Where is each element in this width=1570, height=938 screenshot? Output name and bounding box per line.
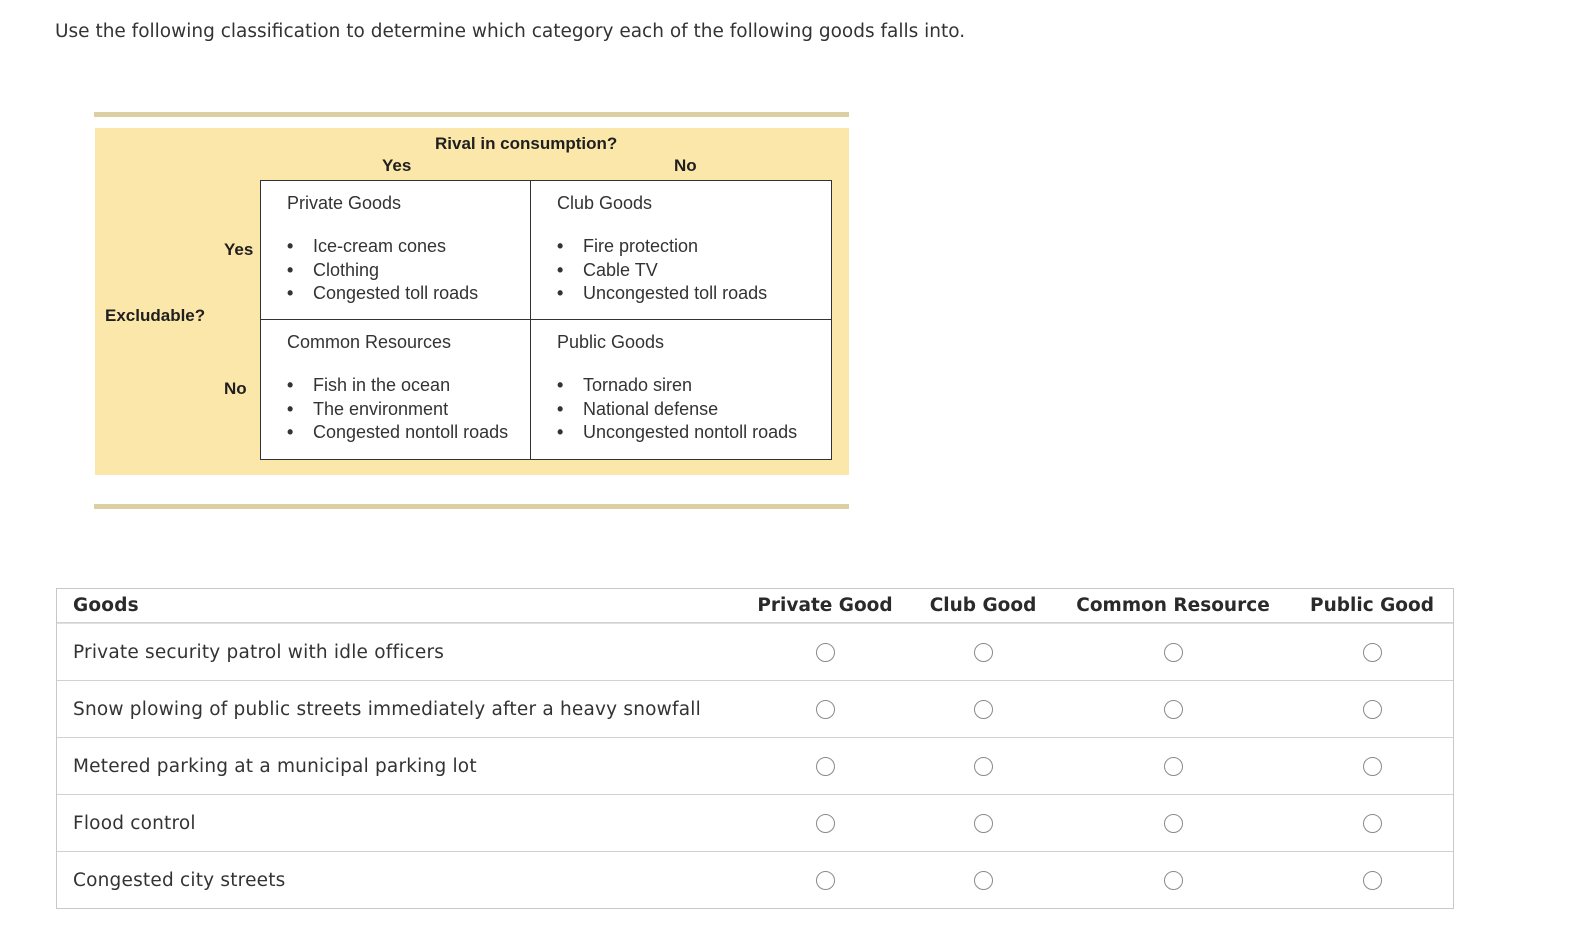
public-good-radio[interactable] <box>1363 757 1382 776</box>
goods-label: Metered parking at a municipal parking lot <box>73 755 477 777</box>
private-good-radio[interactable] <box>816 700 835 719</box>
goods-label: Private security patrol with idle officers <box>73 641 445 663</box>
club-goods-cell <box>531 181 831 320</box>
bullet-icon: • <box>557 259 564 280</box>
common-resource-radio[interactable] <box>1164 757 1183 776</box>
common-resource-radio[interactable] <box>1164 700 1183 719</box>
cell-list <box>557 235 767 306</box>
excludable-no-label: No <box>224 379 247 398</box>
list-item: • Uncongested nontoll roads <box>557 421 797 445</box>
club-good-column-header: Club Good <box>929 595 1037 616</box>
list-item: • Congested toll roads <box>287 282 478 306</box>
rival-yes-label: Yes <box>382 156 412 175</box>
bullet-icon: • <box>287 375 294 395</box>
table-row <box>57 680 1453 737</box>
cell-title: Public Goods <box>557 332 665 352</box>
goods-label: Congested city streets <box>73 869 286 891</box>
goods-label: Snow plowing of public streets immediately after a heavy snowfall <box>73 698 701 720</box>
table-row <box>57 794 1453 851</box>
table-row <box>57 737 1453 794</box>
list-item: • National defense <box>557 398 797 422</box>
cell-title: Private Goods <box>287 193 402 213</box>
table-header-row <box>57 589 1453 623</box>
figure-top-rule <box>94 112 849 117</box>
bullet-icon: • <box>557 236 564 256</box>
cell-list <box>287 235 478 306</box>
public-good-radio[interactable] <box>1363 814 1382 833</box>
club-good-radio[interactable] <box>974 700 993 719</box>
list-item: • Uncongested toll roads <box>557 282 767 306</box>
excludable-yes-label: Yes <box>224 240 254 259</box>
goods-column-header: Goods <box>73 595 139 616</box>
list-item: • Congested nontoll roads <box>287 421 508 445</box>
club-good-radio[interactable] <box>974 814 993 833</box>
classification-grid <box>260 180 832 460</box>
excludable-label: Excludable? <box>105 306 206 325</box>
bullet-icon: • <box>557 375 564 395</box>
club-good-radio[interactable] <box>974 643 993 662</box>
bullet-icon: • <box>287 398 294 419</box>
club-good-radio[interactable] <box>974 757 993 776</box>
bullet-icon: • <box>557 398 564 419</box>
public-goods-cell <box>531 320 831 459</box>
cell-list <box>557 374 797 445</box>
list-item: • Tornado siren <box>557 374 797 398</box>
bullet-icon: • <box>557 422 564 442</box>
cell-title: Club Goods <box>557 193 653 213</box>
list-item: • Fire protection <box>557 235 767 259</box>
private-goods-cell <box>261 181 531 320</box>
list-item: • Ice-cream cones <box>287 235 478 259</box>
bullet-icon: • <box>287 422 294 442</box>
private-good-radio[interactable] <box>816 871 835 890</box>
club-good-radio[interactable] <box>974 871 993 890</box>
bullet-icon: • <box>557 283 564 303</box>
bullet-icon: • <box>287 236 294 256</box>
table-row <box>57 851 1453 908</box>
instruction-text: Use the following classification to determine which category each of the following goods falls into. <box>55 21 966 42</box>
list-item: • The environment <box>287 398 508 422</box>
common-resource-column-header: Common Resource <box>1076 595 1270 616</box>
list-item: • Fish in the ocean <box>287 374 508 398</box>
bullet-icon: • <box>287 259 294 280</box>
private-good-radio[interactable] <box>816 757 835 776</box>
public-good-radio[interactable] <box>1363 643 1382 662</box>
goods-label: Flood control <box>73 812 196 834</box>
common-resource-radio[interactable] <box>1164 814 1183 833</box>
bullet-icon: • <box>287 283 294 303</box>
private-good-radio[interactable] <box>816 643 835 662</box>
private-good-radio[interactable] <box>816 814 835 833</box>
private-good-column-header: Private Good <box>757 595 893 616</box>
list-item: • Cable TV <box>557 259 767 283</box>
cell-list <box>287 374 508 445</box>
common-resources-cell <box>261 320 531 459</box>
rival-label: Rival in consumption? <box>435 134 618 153</box>
public-good-radio[interactable] <box>1363 871 1382 890</box>
common-resource-radio[interactable] <box>1164 643 1183 662</box>
public-good-column-header: Public Good <box>1310 595 1434 616</box>
goods-table <box>56 588 1454 909</box>
figure-bottom-rule <box>94 504 849 509</box>
common-resource-radio[interactable] <box>1164 871 1183 890</box>
public-good-radio[interactable] <box>1363 700 1382 719</box>
cell-title: Common Resources <box>287 332 452 352</box>
rival-no-label: No <box>674 156 697 175</box>
table-row <box>57 623 1453 680</box>
list-item: • Clothing <box>287 259 478 283</box>
